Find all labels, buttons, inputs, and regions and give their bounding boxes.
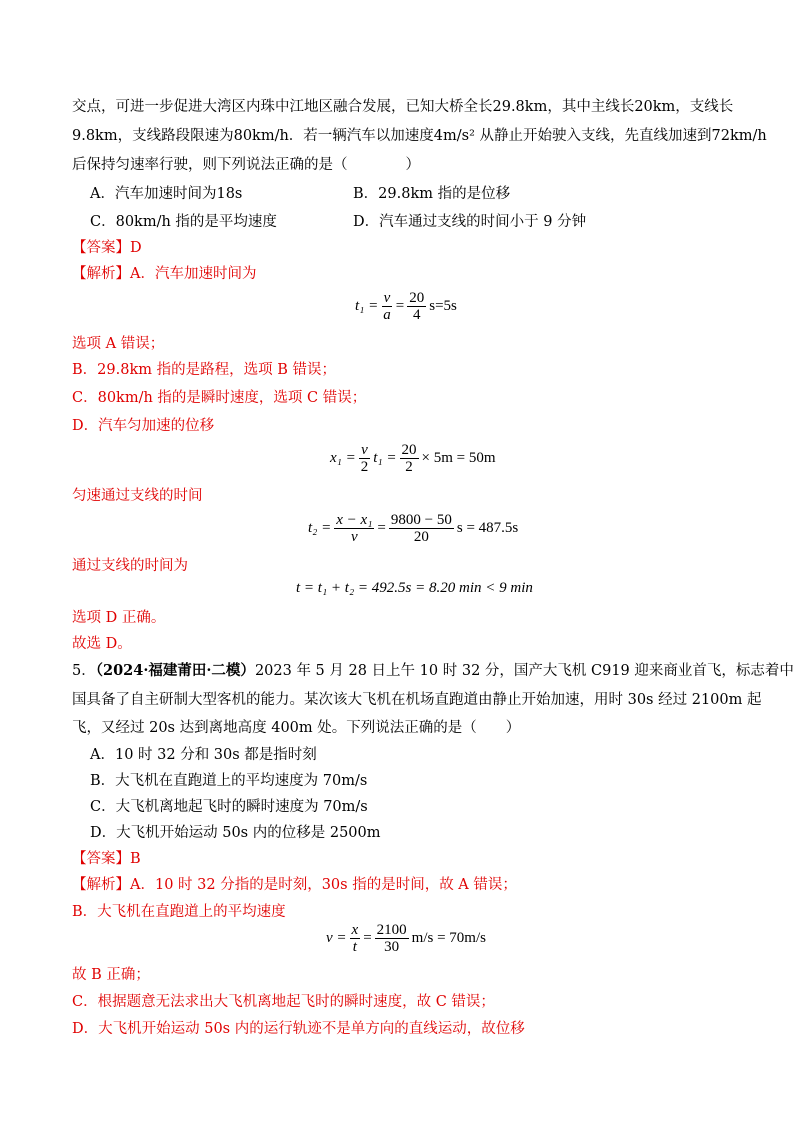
eq1-frac1 bbox=[381, 290, 393, 323]
eq5-frac1 bbox=[350, 922, 361, 955]
equation-t-total bbox=[296, 566, 533, 610]
eq4-text: t = t₁ + t₂ = 492.5s = 8.20 min < 9 min bbox=[296, 579, 533, 596]
q5-stem-text1: 2023 年 5 月 28 日上午 10 时 32 分，国产大飞机 C919 迎来商业首飞，标志着中 bbox=[254, 663, 794, 679]
eq1-n1: v bbox=[383, 289, 391, 306]
q4-choose: 故选 D。 bbox=[72, 636, 132, 652]
eq2-mid: t₁ = bbox=[373, 449, 397, 466]
answer-value: B bbox=[130, 851, 141, 867]
q5-c-line: C．根据题意无法求出大飞机离地起飞时的瞬时速度，故 C 错误； bbox=[72, 994, 495, 1010]
eq5-d1: t bbox=[352, 938, 357, 955]
q5-option-d: D．大飞机开始运动 50s 内的位移是 2500m bbox=[90, 825, 381, 841]
q4-analysis bbox=[72, 264, 256, 284]
eq3-frac1 bbox=[334, 512, 374, 545]
eq1-n2: 20 bbox=[409, 289, 425, 306]
q5-number: 5． bbox=[72, 663, 96, 679]
q4-d-line: D．汽车匀加速的位移 bbox=[72, 418, 215, 434]
q5-option-b: B．大飞机在直跑道上的平均速度为 70m/s bbox=[90, 773, 368, 789]
q5-stem-line3: 飞，又经过 20s 达到离地高度 400m 处。下列说法正确的是（ ） bbox=[72, 720, 521, 736]
eq5-rhs: m/s = 70m/s bbox=[411, 929, 486, 946]
eq5-d2: 30 bbox=[384, 938, 400, 955]
q4-option-a: A．汽车加速时间为18s bbox=[90, 186, 243, 202]
analysis-label: 【解析】 bbox=[72, 877, 130, 893]
q5-stem-line1 bbox=[72, 661, 794, 681]
eq5-n2: 2100 bbox=[376, 921, 407, 938]
equation-v bbox=[326, 916, 486, 960]
eq1-mid: = bbox=[395, 297, 405, 314]
eq1-lhs: t₁ = bbox=[355, 297, 379, 314]
q5-option-c: C．大飞机离地起飞时的瞬时速度为 70m/s bbox=[90, 799, 368, 815]
q4-stem-line1: 交点，可进一步促进大湾区内珠中江地区融合发展，已知大桥全长29.8km，其中主线长20km，支线长 bbox=[72, 99, 734, 115]
eq2-frac2 bbox=[400, 442, 419, 475]
q4-stem-line2: 9.8km，支线路段限速为80km/h．若一辆汽车以加速度4m/s² 从静止开始驶入支线，先直线加速到72km/h bbox=[72, 128, 767, 144]
q5-answer bbox=[72, 849, 141, 869]
q5-b-correct: 故 B 正确； bbox=[72, 967, 150, 983]
eq3-mid: = bbox=[377, 519, 386, 536]
q5-source: （2024·福建莆田·二模） bbox=[95, 662, 255, 679]
equation-t2 bbox=[308, 506, 518, 550]
eq1-d2: 4 bbox=[412, 306, 421, 323]
eq2-d2: 2 bbox=[405, 458, 413, 475]
q4-uniform-line: 匀速通过支线的时间 bbox=[72, 488, 203, 504]
q5-b-line: B．大飞机在直跑道上的平均速度 bbox=[72, 904, 286, 920]
eq3-d1: v bbox=[351, 528, 358, 545]
eq2-lhs: x₁ = bbox=[330, 449, 356, 466]
eq2-rhs: × 5m = 50m bbox=[421, 449, 496, 466]
eq1-d1: a bbox=[383, 306, 391, 323]
q4-option-c: C．80km/h 指的是平均速度 bbox=[90, 214, 277, 230]
eq3-lhs: t₂ = bbox=[308, 519, 332, 536]
eq1-rhs: s=5s bbox=[429, 297, 457, 314]
eq5-mid: = bbox=[363, 929, 372, 946]
eq2-n1: v bbox=[361, 441, 368, 458]
q4-b-line: B．29.8km 指的是路程，选项 B 错误； bbox=[72, 362, 336, 378]
eq5-frac2 bbox=[375, 922, 409, 955]
q4-option-b: B．29.8km 指的是位移 bbox=[353, 186, 511, 202]
eq1-frac2 bbox=[407, 290, 426, 323]
eq5-lhs: v = bbox=[326, 929, 347, 946]
q4-answer bbox=[72, 238, 142, 258]
eq5-n1: x bbox=[351, 921, 359, 938]
q4-total-line: 通过支线的时间为 bbox=[72, 558, 188, 574]
answer-label: 【答案】 bbox=[72, 851, 130, 867]
q5-analysis bbox=[72, 875, 517, 895]
eq3-frac2 bbox=[389, 512, 454, 545]
eq3-d2: 20 bbox=[413, 528, 429, 545]
eq2-frac1 bbox=[359, 442, 371, 475]
analysis-line1: A．汽车加速时间为 bbox=[130, 266, 257, 282]
eq2-n2: 20 bbox=[401, 441, 417, 458]
eq3-n1: x − x₁ bbox=[336, 511, 373, 528]
eq3-n2: 9800 − 50 bbox=[390, 511, 452, 528]
q4-a-wrong: 选项 A 错误； bbox=[72, 336, 165, 352]
q5-d-line: D．大飞机开始运动 50s 内的运行轨迹不是单方向的直线运动，故位移 bbox=[72, 1021, 525, 1037]
q4-stem-line3: 后保持匀速率行驶，则下列说法正确的是（ ） bbox=[72, 157, 420, 173]
eq3-rhs: s = 487.5s bbox=[456, 519, 519, 536]
answer-label: 【答案】 bbox=[72, 240, 130, 256]
analysis-line1: A．10 时 32 分指的是时刻，30s 指的是时间，故 A 错误； bbox=[130, 877, 517, 893]
q4-d-correct: 选项 D 正确。 bbox=[72, 610, 166, 626]
equation-x1 bbox=[330, 436, 496, 480]
analysis-label: 【解析】 bbox=[72, 266, 130, 282]
equation-t1 bbox=[355, 284, 457, 328]
answer-value: D bbox=[130, 240, 142, 256]
q4-c-line: C．80km/h 指的是瞬时速度，选项 C 错误； bbox=[72, 390, 367, 406]
eq2-d1: 2 bbox=[360, 458, 369, 475]
q5-option-a: A．10 时 32 分和 30s 都是指时刻 bbox=[90, 747, 317, 763]
q5-stem-line2: 国具备了自主研制大型客机的能力。某次该大飞机在机场直跑道由静止开始加速，用时 30s 经过 2100m 起 bbox=[72, 692, 762, 708]
q4-option-d: D．汽车通过支线的时间小于 9 分钟 bbox=[353, 214, 587, 230]
